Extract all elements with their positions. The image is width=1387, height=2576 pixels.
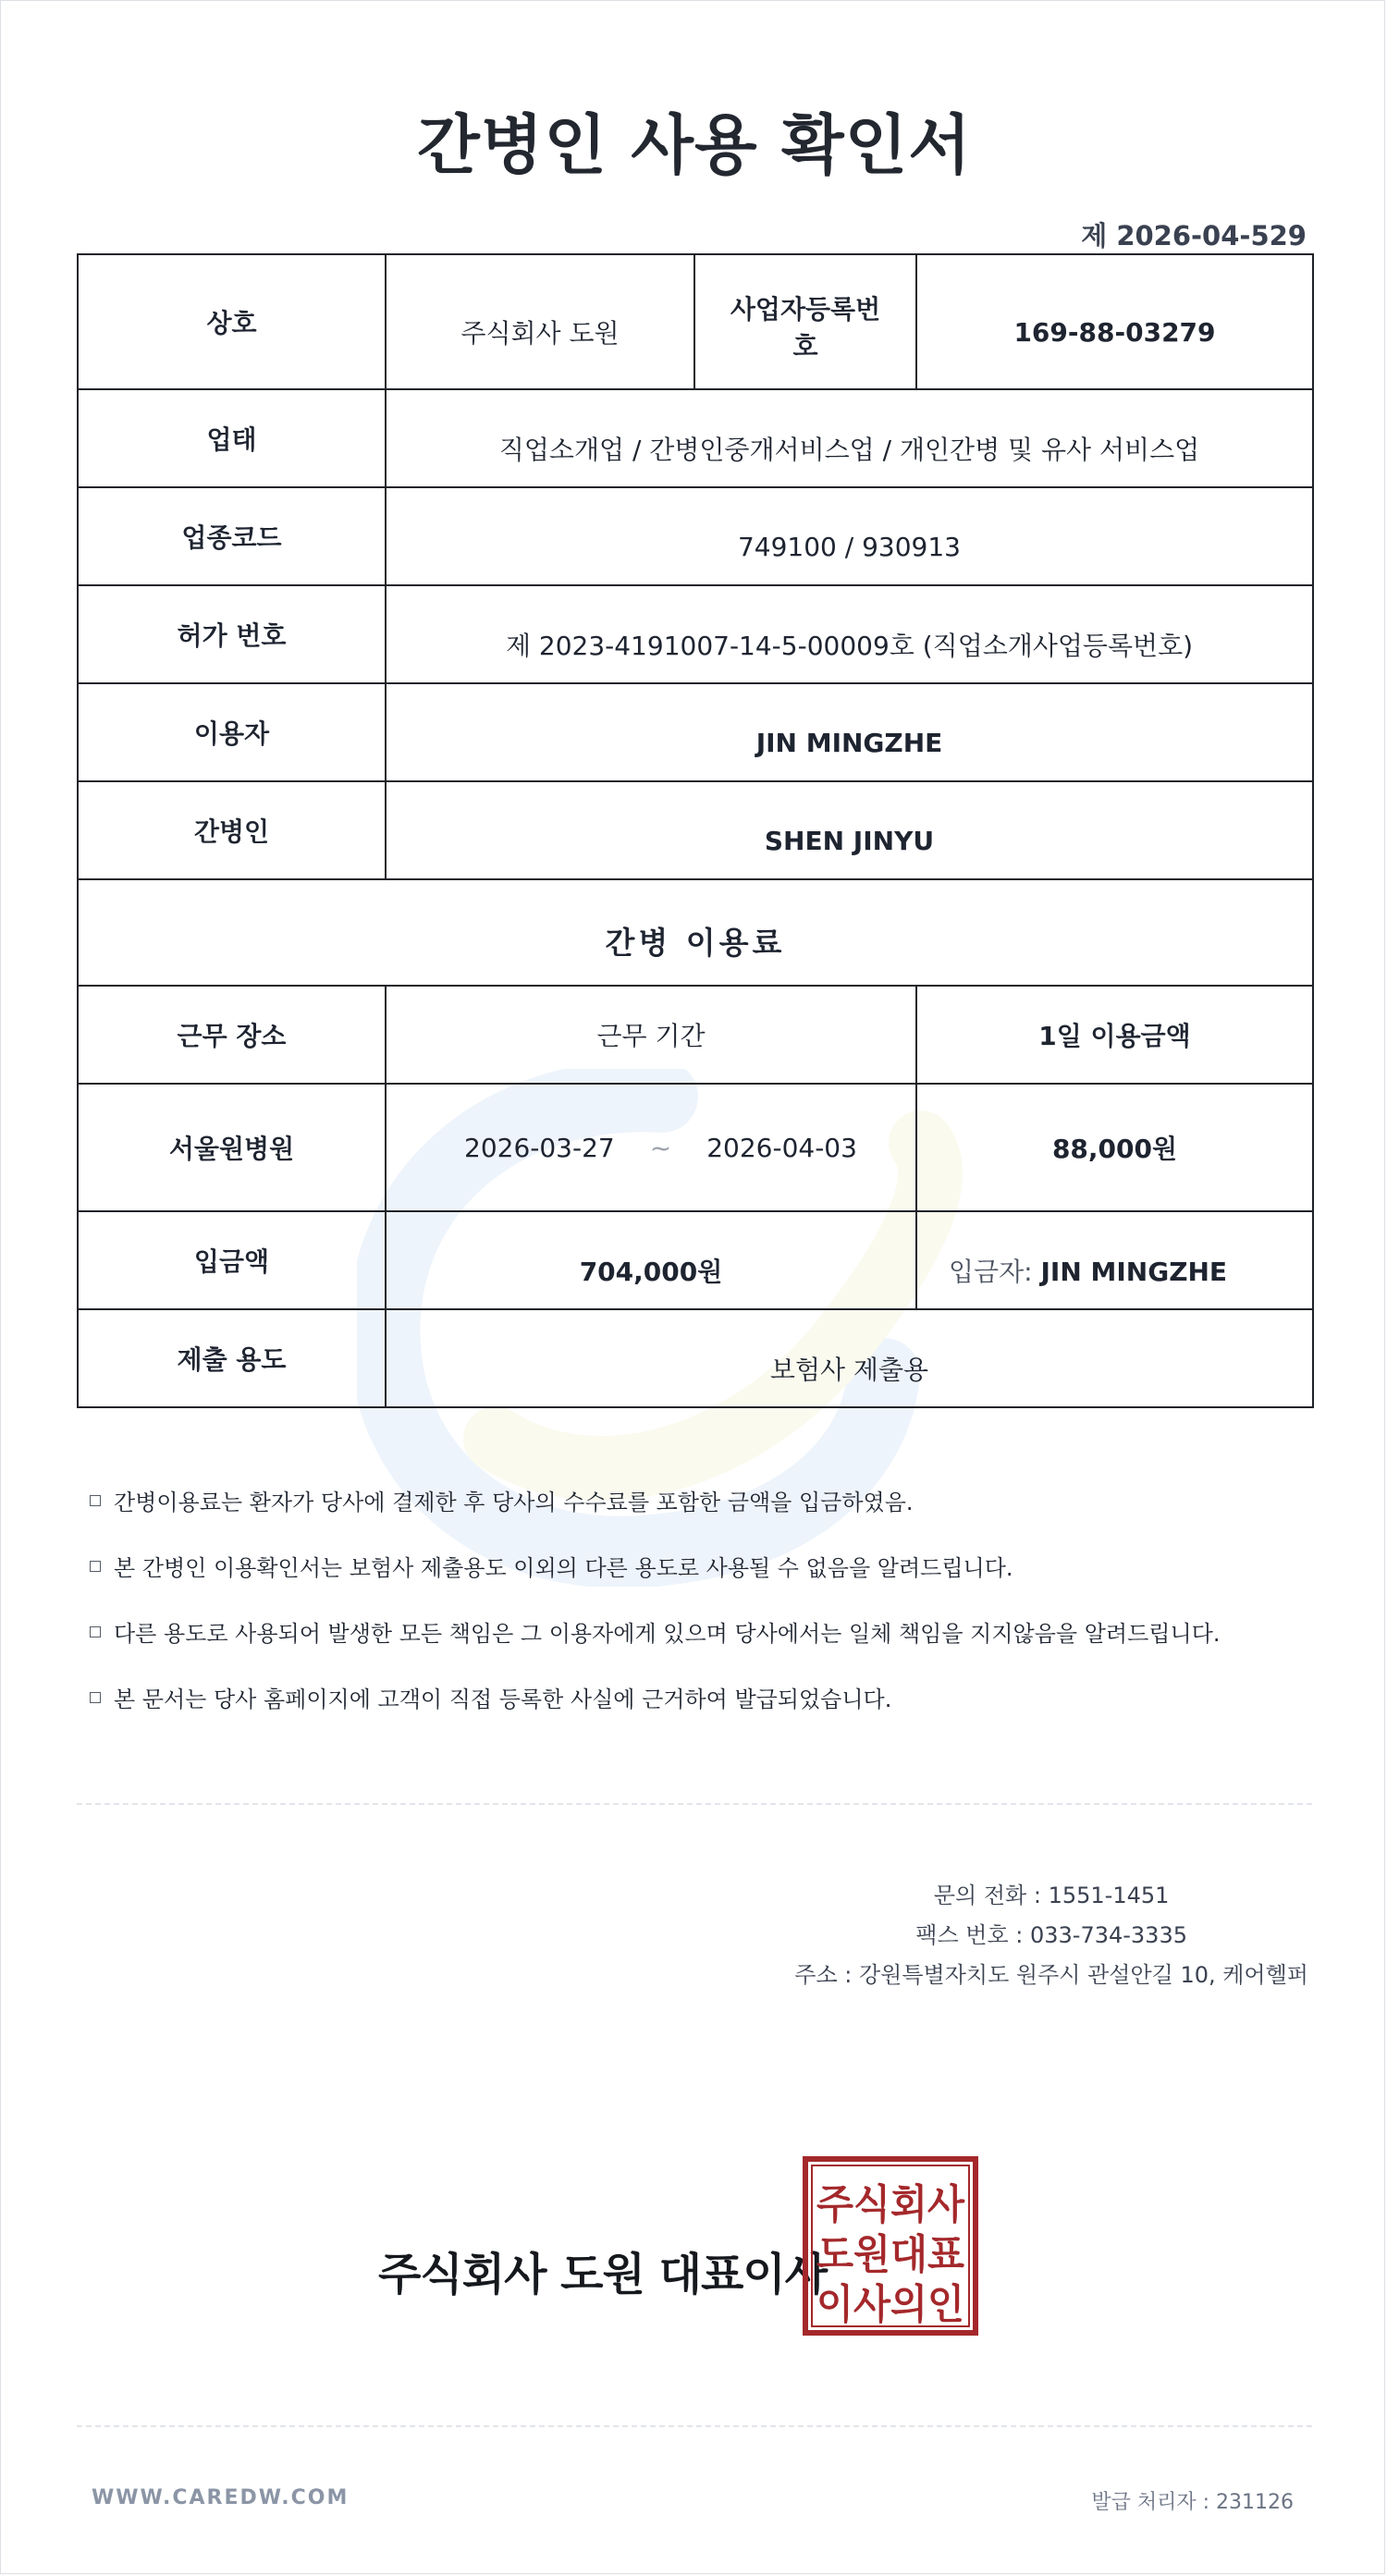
note-text: 본 문서는 당사 홈페이지에 고객이 직접 등록한 사실에 근거하여 발급되었습니다.	[114, 1687, 892, 1712]
table-row	[78, 254, 1313, 389]
document-number: 제 2026-04-529	[1081, 220, 1307, 251]
depositor-label: 입금자:	[949, 1257, 1033, 1287]
signature-text: 주식회사 도원 대표이사	[378, 2249, 828, 2300]
table-row	[78, 781, 1313, 879]
contact-fax: 팩스 번호 : 033-734-3335	[915, 1922, 1187, 1948]
period-start: 2026-03-27	[464, 1132, 615, 1163]
industry-code-label: 업종코드	[78, 487, 386, 585]
contact-block	[794, 1876, 1308, 1995]
list-item	[90, 1617, 1310, 1683]
note-text: 다른 용도로 사용되어 발생한 모든 책임은 그 이용자에게 있으며 당사에서는 일체 책임을 지지않음을 알려드립니다.	[114, 1621, 1221, 1647]
table-row	[78, 1084, 1313, 1211]
table-row	[78, 585, 1313, 683]
user-label: 이용자	[78, 683, 386, 781]
square-bullet-icon	[90, 1561, 101, 1572]
daily-value: 88,000원	[916, 1084, 1313, 1211]
user-value: JIN MINGZHE	[386, 683, 1313, 781]
table-row	[78, 879, 1313, 986]
bizno-value: 169-88-03279	[916, 254, 1313, 389]
document-title: 간병인 사용 확인서	[417, 107, 972, 183]
bizno-label: 사업자등록번호	[694, 254, 916, 389]
license-value: 제 2023-4191007-14-5-00009호 (직업소개사업등록번호)	[386, 585, 1313, 683]
contact-address: 주소 : 강원특별자치도 원주시 관설안길 10, 케어헬퍼	[794, 1962, 1308, 1988]
period-separator: ~	[649, 1132, 672, 1163]
svg-text:주식회사: 주식회사	[816, 2181, 966, 2228]
col-place-header: 근무 장소	[78, 986, 386, 1084]
table-row	[78, 487, 1313, 585]
purpose-value: 보험사 제출용	[386, 1309, 1313, 1407]
issuer-info: 발급 처리자 : 231126	[1091, 2491, 1294, 2514]
info-table	[77, 253, 1314, 1408]
divider	[77, 2425, 1312, 2427]
period-value	[386, 1084, 916, 1211]
depositor-cell	[916, 1211, 1313, 1309]
table-row	[78, 389, 1313, 487]
caregiver-label: 간병인	[78, 781, 386, 879]
deposit-value: 704,000원	[386, 1211, 916, 1309]
square-bullet-icon	[90, 1495, 101, 1506]
depositor-value: JIN MINGZHE	[1040, 1257, 1228, 1287]
company-value: 주식회사 도원	[386, 254, 694, 389]
square-bullet-icon	[90, 1692, 101, 1703]
col-daily-header: 1일 이용금액	[916, 986, 1313, 1084]
website-link[interactable]: WWW.CAREDW.COM	[92, 2486, 350, 2509]
divider	[77, 1803, 1312, 1805]
note-text: 본 간병인 이용확인서는 보험사 제출용도 이외의 다른 용도로 사용될 수 없음을 알려드립니다.	[114, 1555, 1013, 1581]
note-text: 간병이용료는 환자가 당사에 결제한 후 당사의 수수료를 포함한 금액을 입금하였음.	[114, 1490, 914, 1515]
industry-code-value: 749100 / 930913	[386, 487, 1313, 585]
caregiver-value: SHEN JINYU	[386, 781, 1313, 879]
place-value: 서울원병원	[78, 1084, 386, 1211]
list-item	[90, 1552, 1310, 1617]
table-row	[78, 683, 1313, 781]
business-type-value: 직업소개업 / 간병인중개서비스업 / 개인간병 및 유사 서비스업	[386, 389, 1313, 487]
table-row	[78, 1309, 1313, 1407]
col-period-header: 근무 기간	[386, 986, 916, 1084]
svg-text:이사의인: 이사의인	[816, 2281, 964, 2328]
table-row	[78, 986, 1313, 1084]
period-end: 2026-04-03	[706, 1132, 857, 1163]
list-item	[90, 1683, 1310, 1748]
table-row	[78, 1211, 1313, 1309]
license-label: 허가 번호	[78, 585, 386, 683]
purpose-label: 제출 용도	[78, 1309, 386, 1407]
svg-text:도원대표: 도원대표	[816, 2231, 965, 2278]
deposit-label: 입금액	[78, 1211, 386, 1309]
notes-list	[90, 1486, 1310, 1748]
company-label: 상호	[78, 254, 386, 389]
fee-section-title: 간병 이용료	[78, 879, 1313, 986]
list-item	[90, 1486, 1310, 1552]
company-seal-icon	[802, 2155, 979, 2337]
contact-phone: 문의 전화 : 1551-1451	[933, 1883, 1170, 1908]
business-type-label: 업태	[78, 389, 386, 487]
square-bullet-icon	[90, 1626, 101, 1638]
